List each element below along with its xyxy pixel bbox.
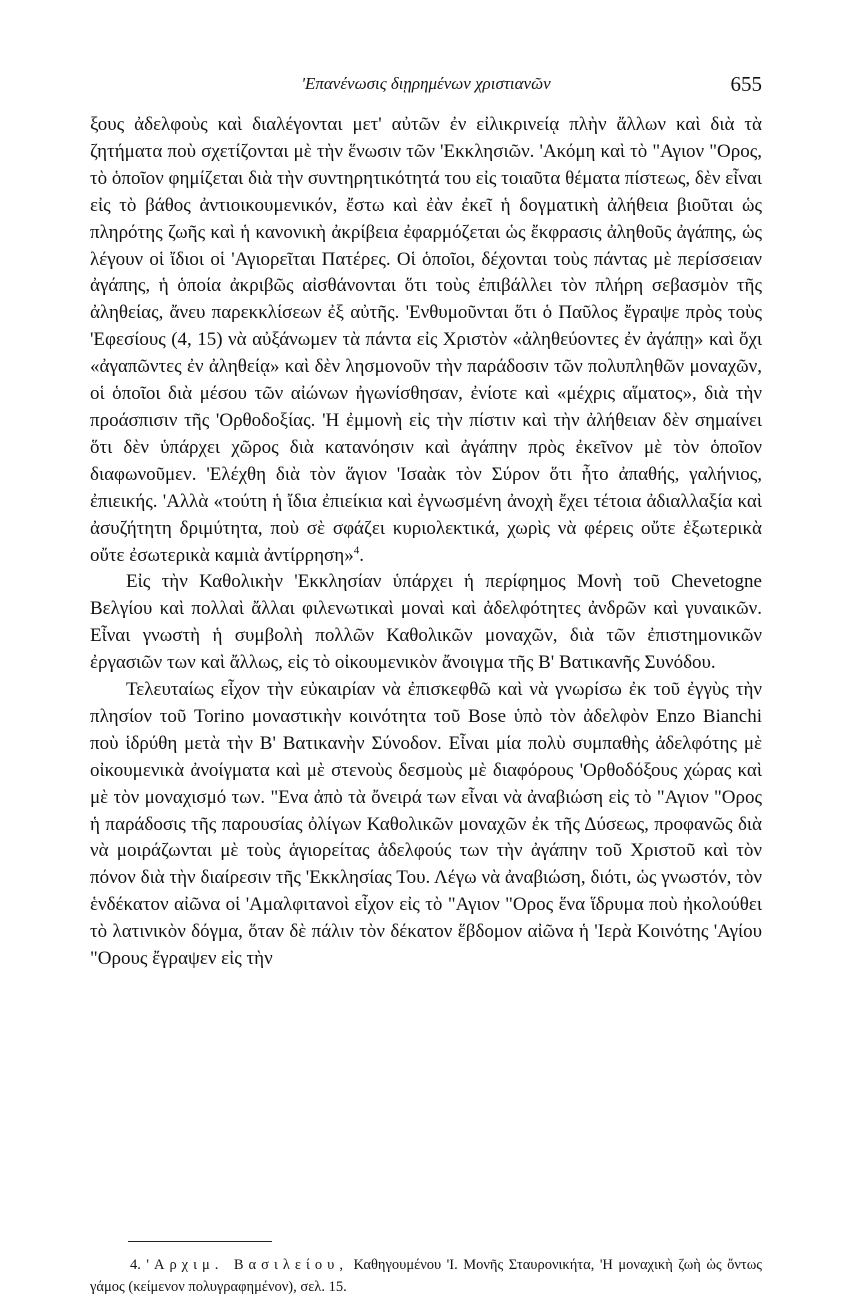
paragraph-1: ξους ἀδελφοὺς καὶ διαλέγονται μετ' αὐτῶν ἐν εἰλικρινείᾳ πλὴν ἄλλων καὶ διὰ τὰ ζητήματα ποὺ σχετίζονται μὲ τὴν ἕνωσιν τῶν 'Εκκλησιῶν. 'Ακόμη καὶ τὸ "Αγιον "Ορος, τὸ ὁποῖον φημίζεται διὰ τὴν συντηρητικότητά του εἰς τοιαῦτα θέματα πίστεως, δὲν εἶναι εἰς τὸ βάθος ἀντιοικουμενικόν, ἔστω καὶ ἐὰν ἐκεῖ ἡ δογματικὴ ἀλήθεια βιοῦται ὡς πληρότης ζωῆς καὶ ἡ κανονικὴ ἀκρίβεια ἐφαρμόζεται ὡς ἔκφρασις ἀληθοῦς ἀγάπης, ὡς λέγουν οἱ ἴδιοι οἱ 'Αγιορεῖται Πατέρες. Οἱ ὁποῖοι, δέχονται τοὺς πάντας μὲ περίσσειαν ἀγάπης, ἡ ὁποία ἀκριβῶς αἰσθάνονται ὅτι τοὺς ἐπιβάλλει τὸν πλήρη σεβασμὸν τῆς ἀληθείας, ἄνευ παρεκκλίσεων ἐξ αὐτῆς. 'Ενθυμοῦνται ὅτι ὁ Παῦλος ἔγραψε πρὸς τοὺς 'Εφεσίους (4, 15) νὰ αὐξάνωμεν τὰ πάντα εἰς Χριστὸν «ἀληθεύοντες ἐν ἀγάπῃ» καὶ ὄχι «ἀγαπῶντες ἐν ἀληθείᾳ» καὶ δὲν λησμονοῦν τὴν παράδοσιν τῶν πολυπληθῶν μοναχῶν, οἱ ὁποῖοι διὰ μέσου τῶν αἰώνων ἠγωνίσθησαν, ἐνίοτε καὶ «μέχρις αἵματος», διὰ τὴν προάσπισιν τῆς 'Ορθοδοξίας. 'Η ἐμμονὴ εἰς τὴν πίστιν καὶ τὴν ἀλήθειαν δὲν σημαίνει ὅτι δὲν ὑπάρχει χῶρος διὰ κατανόησιν καὶ ἀγάπην πρὸς ἐκεῖνον μὲ τὸν ὁποῖον διαφωνοῦμεν. 'Ελέχθη διὰ τὸν ἅγιον 'Ισαὰκ τὸν Σύρον ὅτι ἦτο ἀπαθής, γαλήνιος, ἐπιεικής. 'Αλλὰ «τούτη ἡ ἴδια ἐπιείκια καὶ ἐγνωσμένη ἀνοχὴ ἔχει τέτοια ἀδιαλλαξία καὶ ἀσυζήτητη δριμύτητα, ποὺ σὲ σφάζει κυριολεκτικά, χωρὶς νὰ φέρεις οὔτε ἐξωτερικὰ οὔτε ἐσωτερικὰ καμιὰ ἀντίρρηση»$^4$. [90,114,762,566]
footnote-text: Καθηγουμένου 'Ι. Μονῆς Σταυρονικήτα, 'Η μοναχικὴ ζωὴ ὡς ὄντως γάμος (κείμενον πολυγραφημένον), σελ. 15. [90,1257,763,1295]
footnote-reference: 4 [353,544,360,557]
paragraph-1-text: ξους ἀδελφοὺς καὶ διαλέγονται μετ' αὐτῶν ἐν εἰλικρινείᾳ πλὴν ἄλλων καὶ διὰ τὰ ζητήματα ποὺ σχετίζονται μὲ τὴν ἕνωσιν τῶν 'Εκκλησιῶν. 'Ακόμη καὶ τὸ "Αγιον "Ορος, τὸ ὁποῖον φημίζεται διὰ τὴν συντηρητικότητά του εἰς τοιαῦτα θέματα πίστεως, δὲν εἶναι εἰς τὸ βάθος ἀντιοικουμενικόν, ἔστω καὶ ἐὰν ἐκεῖ ἡ δογματικὴ ἀλήθεια βιοῦται ὡς πληρότης ζωῆς καὶ ἡ κανονικὴ ἀκρίβεια ἐφαρμόζεται ὡς ἔκφρασις ἀληθοῦς ἀγάπης, ὡς λέγουν οἱ ἴδιοι οἱ 'Αγιορεῖται Πατέρες. Οἱ ὁποῖοι, δέχονται τοὺς πάντας μὲ περίσσειαν ἀγάπης, ἡ ὁποία ἀκριβῶς αἰσθάνονται ὅτι τοὺς ἐπιβάλλει τὸν πλήρη σεβασμὸν τῆς ἀληθείας, ἄνευ παρεκκλίσεων ἐξ αὐτῆς. 'Ενθυμοῦνται ὅτι ὁ Παῦλος ἔγραψε πρὸς τοὺς 'Εφεσίους (4, 15) νὰ αὐξάνωμεν τὰ πάντα εἰς Χριστὸν «ἀληθεύοντες ἐν ἀγάπῃ» καὶ ὄχι «ἀγαπῶντες ἐν ἀληθείᾳ» καὶ δὲν λησμονοῦν τὴν παράδοσιν τῶν πολυπληθῶν μοναχῶν, οἱ ὁποῖοι διὰ μέσου τῶν αἰώνων ἠγωνίσθησαν, ἐνίοτε καὶ «μέχρις αἵματος», διὰ τὴν προάσπισιν τῆς 'Ορθοδοξίας. 'Η ἐμμονὴ εἰς τὴν πίστιν καὶ τὴν ἀλήθειαν δὲν σημαίνει ὅτι δὲν ὑπάρχει χῶρος διὰ κατανόησιν καὶ ἀγάπην πρὸς ἐκεῖνον μὲ τὸν ὁποῖον διαφωνοῦμεν. 'Ελέχθη διὰ τὸν ἅγιον 'Ισαὰκ τὸν Σύρον ὅτι ἦτο ἀπαθής, γαλήνιος, ἐπιεικής. 'Αλλὰ «τούτη ἡ ἴδια ἐπιείκια καὶ ἐγνωσμένη ἀνοχὴ ἔχει τέτοια ἀδιαλλαξία καὶ ἀσυζήτητη δριμύτητα, ποὺ σὲ σφάζει κυριολεκτικά, χωρὶς νὰ φέρεις οὔτε ἐξωτερικὰ οὔτε ἐσωτερικὰ καμιὰ ἀντίρρηση» [90,114,762,566]
page-number: 655 [730,72,762,96]
footnote-rule [128,1241,272,1242]
paragraph-3: Τελευταίως εἶχον τὴν εὐκαιρίαν νὰ ἐπισκεφθῶ καὶ νὰ γνωρίσω ἐκ τοῦ ἐγγὺς τὴν πλησίον τοῦ Torino μοναστικὴν κοινότητα τοῦ Bose ὑπὸ τὸν ἀδελφὸν Enzo Bianchi ποὺ ἱδρύθη μετὰ τὴν Β' Βατικανὴν Σύνοδον. Εἶναι μία πολὺ συμπαθὴς ἀδελφότης μὲ οἰκουμενικὰ ἀνοίγματα καὶ μὲ στενοὺς δεσμοὺς μὲ διαφόρους 'Ορθοδόξους χώρας καὶ μὲ τὸν μοναχισμό των. "Ενα ἀπὸ τὰ ὄνειρά των εἶναι νὰ ἀναβιώση εἰς τὸ "Αγιον "Ορος ἡ παράδοσις τῆς παρουσίας ὀλίγων Καθολικῶν μοναχῶν ἐκ τῆς Δύσεως, προφανῶς διὰ νὰ μοιράζωνται μὲ τοὺς ἁγιορείτας ἀδελφούς των τὴν ἀγάπην τοῦ Χριστοῦ καὶ τὸν πόνον διὰ τὴν διαίρεσιν τῆς 'Εκκλησίας Του. Λέγω νὰ ἀναβιώση, διότι, ὡς γνωστόν, τὸν ἑνδέκατον αἰῶνα οἱ 'Αμαλφιτανοὶ εἶχον εἰς τὸ "Αγιον "Ορος ἕνα ἵδρυμα ποὺ ἠκολούθει τὸ λατινικὸν δόγμα, ὅταν δὲ πάλιν τὸν δέκατον ἕβδομον αἰῶνα ἡ 'Ιερὰ Κοινότης 'Αγίου "Ορους ἔγραψεν εἰς τὴν [90,679,762,970]
footnote-number: 4. [130,1257,141,1273]
footnote-author: 'Αρχιμ. Βασιλείου, [146,1257,348,1273]
running-head [90,72,762,100]
main-text [90,112,762,973]
running-title: 'Επανένωσις διῃρημένων χριστιανῶν [301,74,551,93]
paragraph-2: Εἰς τὴν Καθολικὴν 'Εκκλησίαν ὑπάρχει ἡ περίφημος Μονὴ τοῦ Chevetogne Βελγίου καὶ πολλαὶ ἄλλαι φιλενωτικαὶ μοναὶ καὶ ἀδελφότητες ἀνδρῶν καὶ γυναικῶν. Εἶναι γνωστὴ ἡ συμβολὴ πολλῶν Καθολικῶν μοναχῶν, διὰ τῶν ἐπιστημονικῶν ἐργασιῶν των καὶ ἄλλως, εἰς τὸ οἰκουμενικὸν ἄνοιγμα τῆς Β' Βατικανῆς Συνόδου. [90,571,762,674]
footnote [90,1254,762,1298]
